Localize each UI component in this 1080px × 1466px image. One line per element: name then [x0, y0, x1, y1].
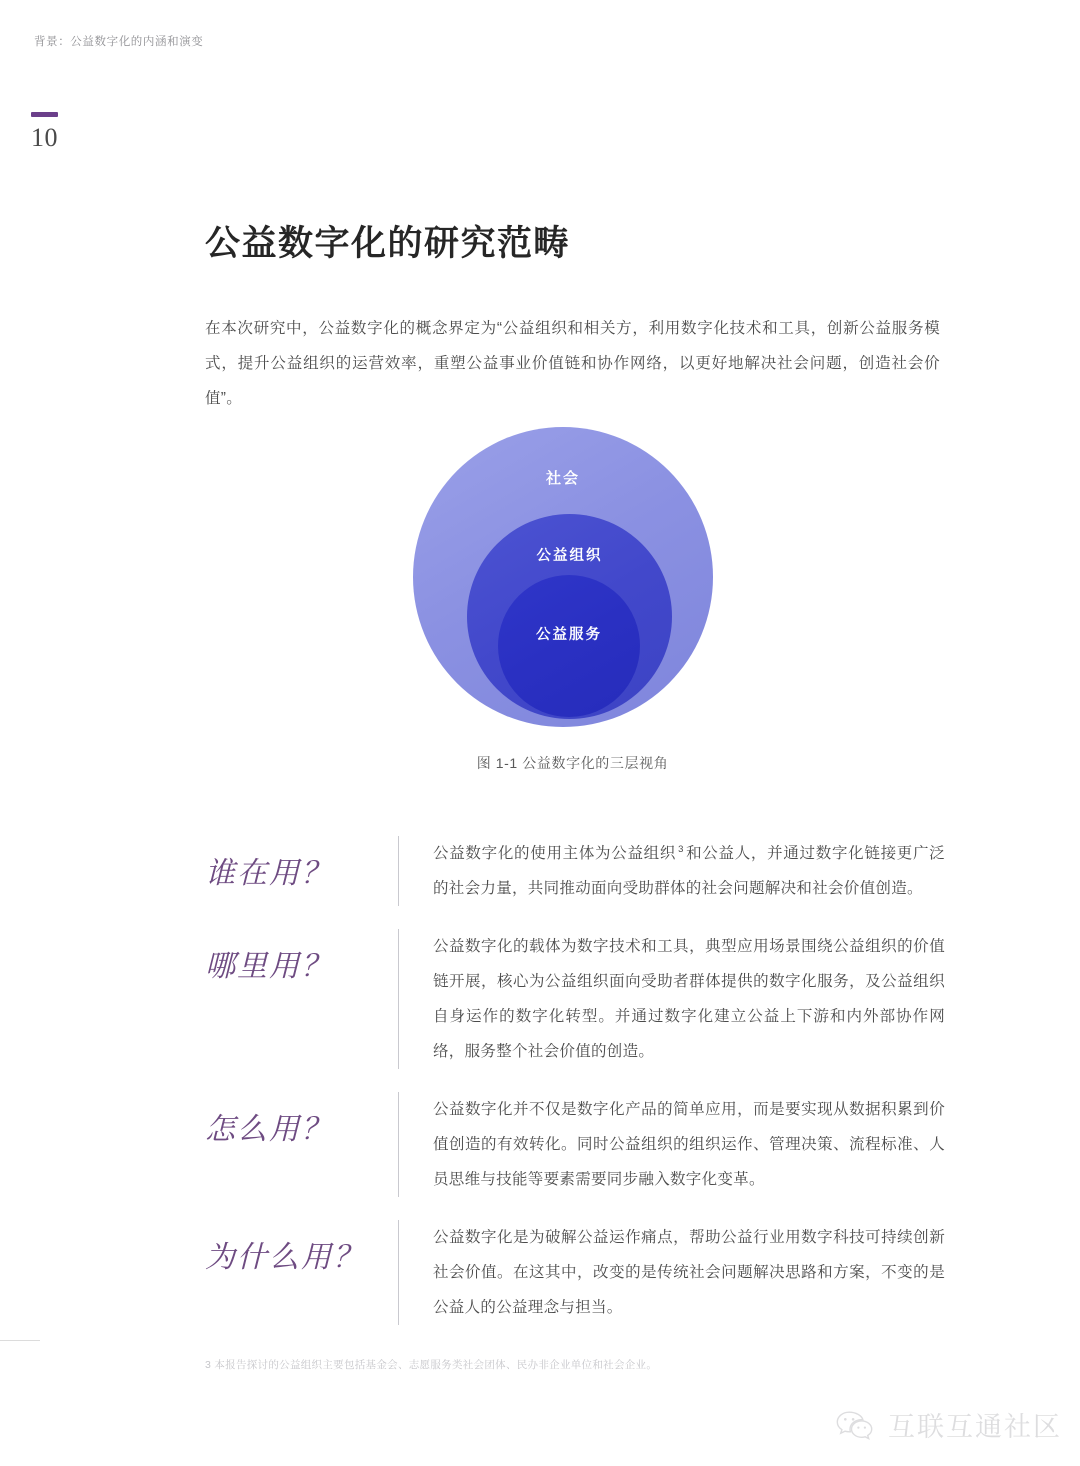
qa-question-how: 怎么用？ [205, 1113, 333, 1146]
qa-item [205, 1092, 945, 1197]
qa-answer-who-part2: 和公益人，并通过数字化链接更广泛的社会力量，共同推动面向受助群体的社会问题解决和社会价值创造。 [433, 845, 945, 897]
qa-question-why: 为什么用？ [205, 1241, 365, 1274]
qa-divider [398, 1092, 399, 1197]
qa-divider [398, 836, 399, 906]
circle-label-service: 公益服务 [536, 627, 602, 643]
page-number: 10 [31, 123, 58, 152]
footnote-marker: 3 [678, 843, 684, 855]
qa-divider [398, 1220, 399, 1325]
page-title: 公益数字化的研究范畴 [205, 224, 571, 264]
qa-answer-how: 公益数字化并不仅是数字化产品的简单应用，而是要实现从数据积累到价值创造的有效转化。同时公益组织的组织运作、管理决策、流程标准、人员思维与技能等要素需要同步融入数字化变革。 [433, 1101, 945, 1188]
circle-label-organization: 公益组织 [536, 548, 603, 564]
qa-question-where: 哪里用？ [205, 950, 333, 983]
qa-question-who: 谁在用？ [205, 857, 333, 890]
qa-divider [398, 929, 399, 1069]
qa-list [205, 836, 945, 1325]
footnote-text: 3 本报告探讨的公益组织主要包括基金会、志愿服务类社会团体、民办非企业单位和社会企业。 [205, 1359, 658, 1371]
qa-item [205, 836, 945, 906]
circle-diagram [205, 420, 945, 720]
qa-answer-where: 公益数字化的载体为数字技术和工具，典型应用场景围绕公益组织的价值链开展，核心为公益组织面向受助者群体提供的数字化服务，及公益组织自身运作的数字化转型。并通过数字化建立公益上下游和内外部协作网络，服务整个社会价值的创造。 [433, 938, 945, 1060]
qa-answer-who [433, 836, 945, 906]
watermark [835, 1405, 1062, 1444]
circle-label-society: 社会 [545, 470, 580, 487]
page-marker [31, 112, 101, 151]
running-header: 背景：公益数字化的内涵和演变 [34, 36, 204, 48]
figure-caption: 图 1-1 公益数字化的三层视角 [476, 755, 669, 771]
qa-item [205, 929, 945, 1069]
qa-answer-why: 公益数字化是为破解公益运作痛点，帮助公益行业用数字科技可持续创新社会价值。在这其中，改变的是传统社会问题解决思路和方案，不变的是公益人的公益理念与担当。 [433, 1229, 945, 1316]
page-marker-rule [31, 112, 58, 117]
footnote-rule [0, 1340, 40, 1341]
intro-paragraph: 在本次研究中，公益数字化的概念界定为“公益组织和相关方，利用数字化技术和工具，创新公益服务模式，提升公益组织的运营效率，重塑公益事业价值链和协作网络，以更好地解决社会问题，创造社会价值”。 [205, 319, 940, 407]
qa-answer-who-part1: 公益数字化的使用主体为公益组织 [433, 845, 677, 862]
watermark-text: 互联互通社区 [888, 1412, 1062, 1442]
wechat-icon [835, 1409, 875, 1441]
circle-layer-service [498, 575, 640, 717]
three-layer-figure [205, 420, 945, 720]
qa-item [205, 1220, 945, 1325]
